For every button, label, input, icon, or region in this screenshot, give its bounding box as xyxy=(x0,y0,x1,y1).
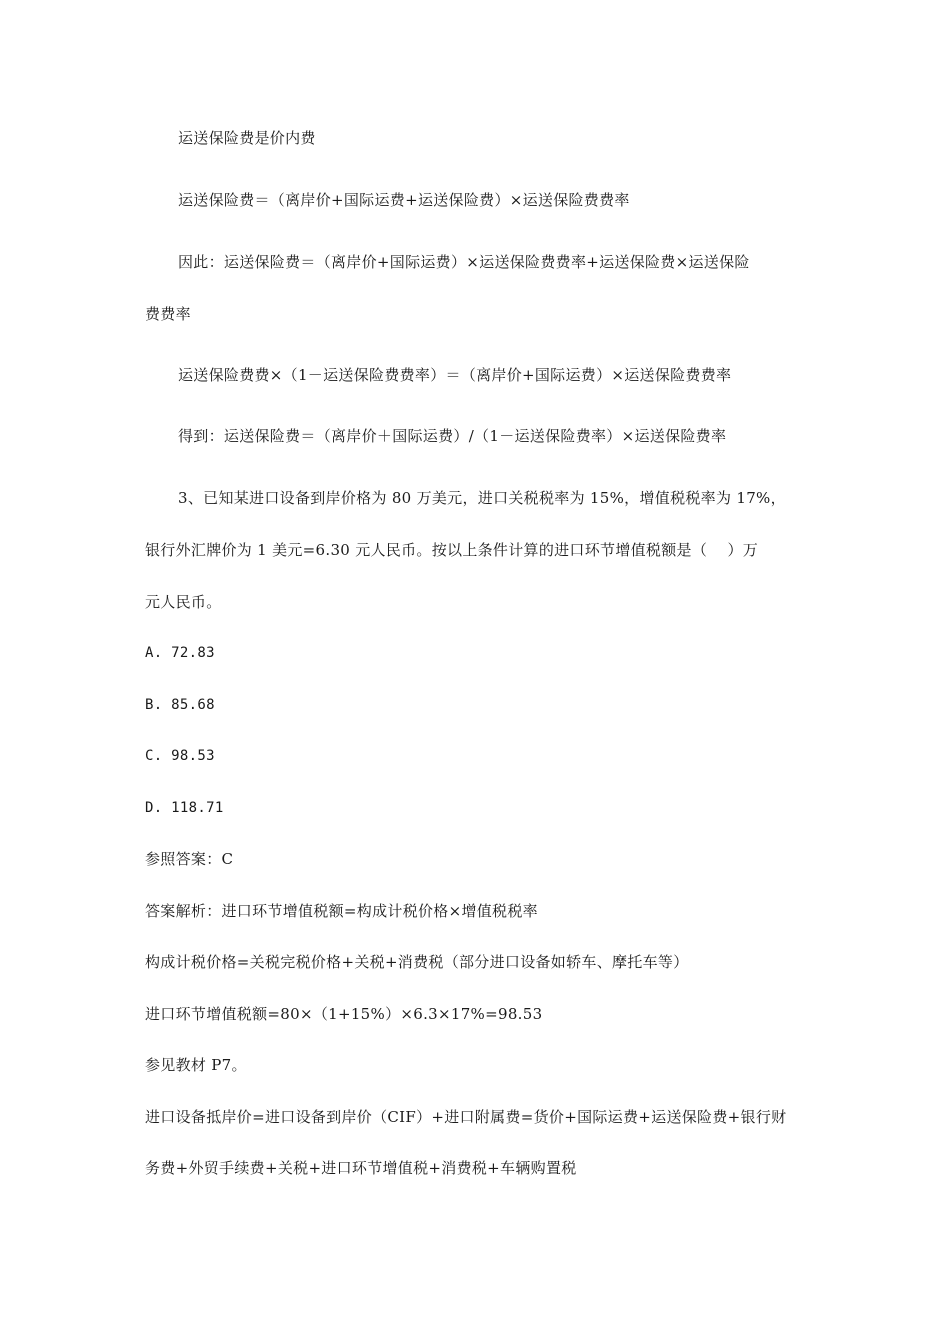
paragraph-insurance-inclusive: 运送保险费是价内费 xyxy=(178,129,316,147)
question-line3: 元人民币。 xyxy=(145,593,222,611)
answer-analysis: 答案解析：进口环节增值税额=构成计税价格×增值税税率 xyxy=(145,902,538,920)
paragraph-therefore-line2: 费费率 xyxy=(145,305,191,323)
question-line2: 银行外汇牌价为 1 美元=6.30 元人民币。按以上条件计算的进口环节增值税额是（ ）万 xyxy=(145,541,759,559)
paragraph-rearranged-formula: 运送保险费费×（1－运送保险费费率）＝（离岸价+国际运费）×运送保险费费率 xyxy=(178,366,732,384)
question-line1: 3、已知某进口设备到岸价格为 80 万美元，进口关税税率为 15%，增值税税率为 17%， xyxy=(178,489,786,507)
vat-calculation: 进口环节增值税额=80×（1+15%）×6.3×17%=98.53 xyxy=(145,1005,543,1023)
paragraph-result-formula: 得到：运送保险费＝（离岸价＋国际运费）/（1－运送保险费率）×运送保险费率 xyxy=(178,427,727,445)
paragraph-insurance-formula: 运送保险费＝（离岸价+国际运费+运送保险费）×运送保险费费率 xyxy=(178,191,630,209)
option-b: B. 85.68 xyxy=(145,697,215,713)
taxable-price-formula: 构成计税价格=关税完税价格+关税+消费税（部分进口设备如轿车、摩托车等） xyxy=(145,953,689,971)
option-d: D. 118.71 xyxy=(145,800,224,816)
reference-answer: 参照答案：C xyxy=(145,850,234,868)
option-c: C. 98.53 xyxy=(145,748,215,764)
paragraph-therefore-line1: 因此：运送保险费＝（离岸价+国际运费）×运送保险费费率+运送保险费×运送保险 xyxy=(178,253,750,271)
landed-price-line2: 务费+外贸手续费+关税+进口环节增值税+消费税+车辆购置税 xyxy=(145,1159,577,1177)
option-a: A. 72.83 xyxy=(145,645,215,661)
landed-price-line1: 进口设备抵岸价=进口设备到岸价（CIF）+进口附属费=货价+国际运费+运送保险费+银行财 xyxy=(145,1108,787,1126)
textbook-reference: 参见教材 P7。 xyxy=(145,1056,247,1074)
